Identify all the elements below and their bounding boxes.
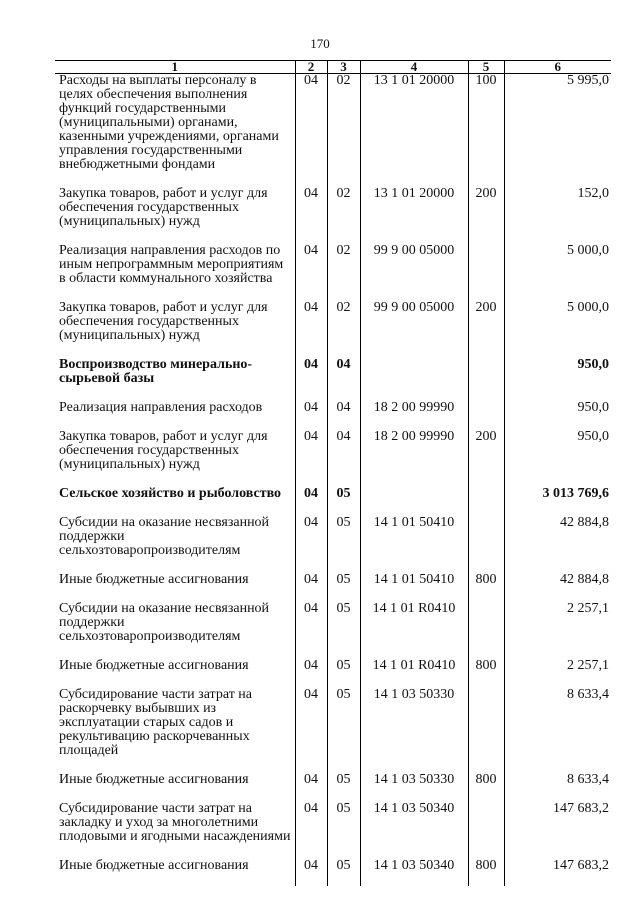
amount: 8 633,4 — [504, 771, 611, 800]
row-description: Субсидирование части затрат на раскорчевку выбывших из эксплуатации старых садов и рекультивацию раскорчеванных площадей — [59, 687, 253, 758]
subsection-code: 04 — [327, 356, 360, 399]
section-code: 04 — [295, 857, 327, 886]
target-article-code: 14 1 01 50410 — [360, 514, 468, 571]
amount: 5 000,0 — [504, 242, 611, 299]
subsection-code: 05 — [327, 800, 360, 857]
table-row — [55, 857, 611, 886]
expense-type-code — [468, 600, 504, 657]
subsection-code: 02 — [327, 242, 360, 299]
table-row — [55, 686, 611, 771]
amount: 3 013 769,6 — [504, 485, 611, 514]
row-description: Закупка товаров, работ и услуг для обеспечения государственных (муниципальных) нужд — [59, 300, 268, 343]
subsection-code: 05 — [327, 657, 360, 686]
subsection-code: 02 — [327, 74, 360, 186]
section-code: 04 — [295, 74, 327, 186]
amount: 147 683,2 — [504, 800, 611, 857]
table-row — [55, 485, 611, 514]
table-row — [55, 657, 611, 686]
target-article-code: 18 2 00 99990 — [360, 428, 468, 485]
amount: 2 257,1 — [504, 600, 611, 657]
section-code: 04 — [295, 657, 327, 686]
section-code: 04 — [295, 299, 327, 356]
subsection-code: 05 — [327, 571, 360, 600]
table-row — [55, 74, 611, 186]
amount: 950,0 — [504, 356, 611, 399]
subsection-code: 05 — [327, 771, 360, 800]
section-code: 04 — [295, 242, 327, 299]
table-row — [55, 399, 611, 428]
expense-type-code — [468, 485, 504, 514]
section-code: 04 — [295, 185, 327, 242]
row-description: Закупка товаров, работ и услуг для обеспечения государственных (муниципальных) нужд — [59, 186, 268, 229]
table-row — [55, 428, 611, 485]
section-code: 04 — [295, 514, 327, 571]
target-article-code: 14 1 03 50330 — [360, 771, 468, 800]
table-row — [55, 185, 611, 242]
row-description: Реализация направления расходов — [59, 400, 263, 415]
table-row — [55, 771, 611, 800]
expense-type-code: 800 — [468, 857, 504, 886]
subsection-code: 04 — [327, 428, 360, 485]
table-body — [55, 74, 611, 887]
row-description: Иные бюджетные ассигнования — [59, 658, 249, 673]
section-code: 04 — [295, 399, 327, 428]
column-number-row — [55, 61, 611, 74]
target-article-code: 14 1 01 50410 — [360, 571, 468, 600]
table-row — [55, 600, 611, 657]
table-row — [55, 242, 611, 299]
amount: 5 000,0 — [504, 299, 611, 356]
section-code: 04 — [295, 686, 327, 771]
expense-type-code: 800 — [468, 771, 504, 800]
target-article-code: 18 2 00 99990 — [360, 399, 468, 428]
column-header-5: 5 — [468, 61, 504, 74]
amount: 147 683,2 — [504, 857, 611, 886]
amount: 950,0 — [504, 399, 611, 428]
amount: 42 884,8 — [504, 571, 611, 600]
row-description: Иные бюджетные ассигнования — [59, 772, 249, 787]
row-description: Закупка товаров, работ и услуг для обеспечения государственных (муниципальных) нужд — [59, 429, 268, 472]
expense-type-code — [468, 686, 504, 771]
row-description: Иные бюджетные ассигнования — [59, 858, 249, 873]
row-description: Субсидии на оказание несвязанной поддержки сельхозтоваропроизводителям — [59, 515, 270, 558]
row-description: Воспроизводство минерально-сырьевой базы — [59, 357, 253, 386]
page-number: 170 — [310, 36, 330, 51]
target-article-code: 14 1 03 50330 — [360, 686, 468, 771]
target-article-code: 13 1 01 20000 — [360, 74, 468, 186]
subsection-code: 05 — [327, 857, 360, 886]
subsection-code: 02 — [327, 185, 360, 242]
subsection-code: 05 — [327, 600, 360, 657]
row-description: Субсидии на оказание несвязанной поддержки сельхозтоваропроизводителям — [59, 601, 270, 644]
subsection-code: 05 — [327, 686, 360, 771]
expense-type-code — [468, 242, 504, 299]
expense-type-code: 200 — [468, 185, 504, 242]
section-code: 04 — [295, 356, 327, 399]
section-code: 04 — [295, 485, 327, 514]
amount: 42 884,8 — [504, 514, 611, 571]
expense-type-code — [468, 399, 504, 428]
table-row — [55, 356, 611, 399]
target-article-code: 99 9 00 05000 — [360, 242, 468, 299]
table-row — [55, 299, 611, 356]
column-header-1: 1 — [55, 61, 295, 74]
expense-type-code: 100 — [468, 74, 504, 186]
column-header-2: 2 — [295, 61, 327, 74]
amount: 5 995,0 — [504, 74, 611, 186]
row-description: Сельское хозяйство и рыболовство — [59, 486, 282, 501]
expense-type-code: 200 — [468, 299, 504, 356]
section-code: 04 — [295, 571, 327, 600]
expense-type-code: 200 — [468, 428, 504, 485]
expense-type-code: 800 — [468, 571, 504, 600]
budget-table-container — [55, 60, 611, 886]
amount: 8 633,4 — [504, 686, 611, 771]
target-article-code: 13 1 01 20000 — [360, 185, 468, 242]
row-description: Реализация направления расходов по иным непрограммным мероприятиям в области коммунального хозяйства — [59, 243, 284, 286]
amount: 152,0 — [504, 185, 611, 242]
target-article-code: 99 9 00 05000 — [360, 299, 468, 356]
subsection-code: 04 — [327, 399, 360, 428]
expense-type-code — [468, 800, 504, 857]
section-code: 04 — [295, 600, 327, 657]
target-article-code: 14 1 01 R0410 — [360, 657, 468, 686]
target-article-code: 14 1 01 R0410 — [360, 600, 468, 657]
expense-type-code: 800 — [468, 657, 504, 686]
section-code: 04 — [295, 428, 327, 485]
target-article-code — [360, 356, 468, 399]
table-row — [55, 800, 611, 857]
target-article-code: 14 1 03 50340 — [360, 857, 468, 886]
expense-type-code — [468, 514, 504, 571]
row-description: Иные бюджетные ассигнования — [59, 572, 249, 587]
target-article-code: 14 1 03 50340 — [360, 800, 468, 857]
table-row — [55, 514, 611, 571]
column-header-3: 3 — [327, 61, 360, 74]
column-header-4: 4 — [360, 61, 468, 74]
target-article-code — [360, 485, 468, 514]
budget-table — [55, 60, 611, 886]
subsection-code: 05 — [327, 514, 360, 571]
subsection-code: 02 — [327, 299, 360, 356]
subsection-code: 05 — [327, 485, 360, 514]
amount: 950,0 — [504, 428, 611, 485]
column-header-6: 6 — [504, 61, 611, 74]
table-row — [55, 571, 611, 600]
row-description: Расходы на выплаты персоналу в целях обеспечения выполнения функций государственными (муниципальными) органами, казенными учреждениями, органами управления государственными внебюджетными фондами — [59, 73, 279, 172]
section-code: 04 — [295, 800, 327, 857]
section-code: 04 — [295, 771, 327, 800]
row-description: Субсидирование части затрат на закладку и уход за многолетними плодовыми и ягодными насаждениями — [59, 801, 291, 844]
expense-type-code — [468, 356, 504, 399]
amount: 2 257,1 — [504, 657, 611, 686]
